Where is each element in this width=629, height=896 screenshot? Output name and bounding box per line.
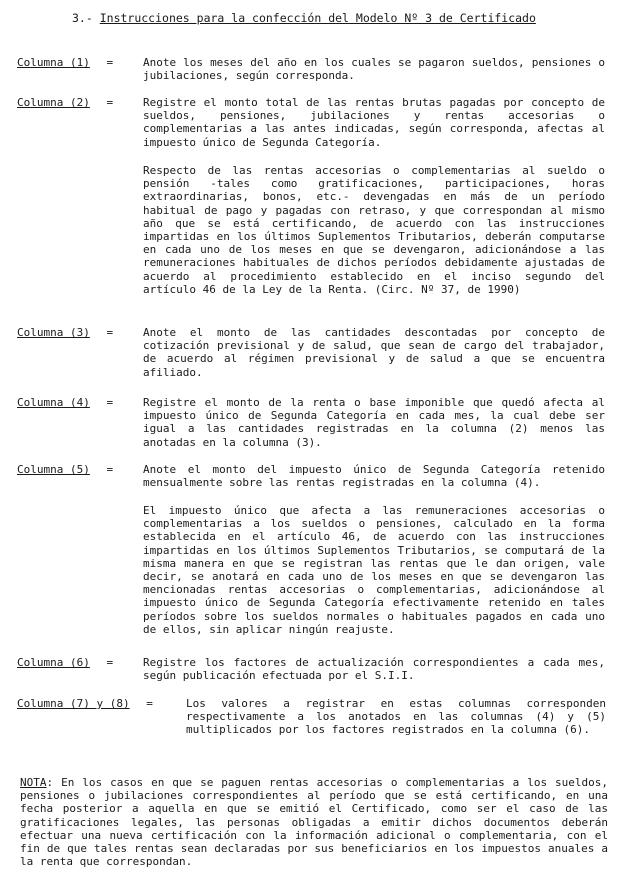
- column-6-label: Columna (6) =: [17, 656, 114, 669]
- column-4-text: Registre el monto de la renta o base imponible que quedó afecta al impuesto único de Segunda Categoría en cada mes, la cual debe ser igual a las cantidades registradas en la columna (2) menos las anotadas en la columna (3).: [143, 396, 605, 449]
- nota-paragraph: [20, 776, 608, 868]
- column-2-text-2: Respecto de las rentas accesorias o complementarias al sueldo o pensión -tales como gratificaciones, participaciones, horas extraordinarias, bonos, etc.- devengadas en más de un período habitual de pago y pagadas con retraso, y que correspondan al mismo año que se está certificando, de acuerdo con las instrucciones impartidas en los últimos Suplementos Tributarios, deberán computarse en cada uno de los meses en que se devengaron, adicionándose a las remuneraciones habituales de dichos períodos debidamente ajustadas de acuerdo al procedimiento establecido en el inciso segundo del artículo 46 de la Ley de la Renta. (Circ. Nº 37, de 1990): [143, 164, 605, 296]
- column-7-8-text: Los valores a registrar en estas columnas corresponden respectivamente a los anotados en las columnas (4) y (5) multiplicados por los factores registrados en la columna (6).: [186, 697, 606, 737]
- title-number: 3.-: [72, 11, 93, 25]
- nota-label: NOTA: [20, 776, 47, 789]
- column-4-label: Columna (4) =: [17, 396, 114, 409]
- column-2-text: Registre el monto total de las rentas brutas pagadas por concepto de sueldos, pensiones, jubilaciones y rentas accesorias o complementarias a las antes indicadas, según corresponda, afectas al impuesto único de Segunda Categoría.: [143, 96, 605, 149]
- column-3-text: Anote el monto de las cantidades descontadas por concepto de cotización previsional y de salud, que sean de cargo del trabajador, de acuerdo al régimen previsional y de salud a que se encuentra afiliado.: [143, 326, 605, 379]
- nota-colon: :: [46, 776, 54, 789]
- column-1-label: Columna (1) =: [17, 56, 114, 69]
- title-text: Instrucciones para la confección del Modelo Nº 3 de Certificado: [99, 11, 536, 25]
- document-title: [72, 12, 592, 25]
- column-5-text: Anote el monto del impuesto único de Segunda Categoría retenido mensualmente sobre las rentas registradas en la columna (4).: [143, 463, 605, 490]
- column-6-text: Registre los factores de actualización correspondientes a cada mes, según publicación efectuada por el S.I.I.: [143, 656, 605, 683]
- column-2-label: Columna (2) =: [17, 96, 114, 109]
- column-7-8-label: Columna (7) y (8) =: [17, 697, 153, 710]
- column-1-text: Anote los meses del año en los cuales se pagaron sueldos, pensiones o jubilaciones, según corresponda.: [143, 56, 605, 83]
- column-5-label: Columna (5) =: [17, 463, 114, 476]
- column-3-label: Columna (3) =: [17, 326, 114, 339]
- nota-text: En los casos en que se paguen rentas accesorias o complementarias a los sueldos, pensiones o jubilaciones correspondientes al período que se está certificando, en una fecha posterior a aquella en que se emitió el Certificado, como ser el caso de las gratificaciones legales, las personas obligadas a emitir dichos documentos deberán efectuar una nueva certificación con la información adicional o complementaria, con el fin de que tales rentas sean declaradas por sus beneficiarios en los impuestos anuales a la renta que correspondan.: [20, 776, 609, 869]
- column-5-text-2: El impuesto único que afecta a las remuneraciones accesorias o complementarias a los sueldos o pensiones, calculado en la forma establecida en el artículo 46, de acuerdo con las instrucciones impartidas en los últimos Suplementos Tributarios, se computará de la misma manera en que se registran las rentas que le dan origen, vale decir, se anotará en cada uno de los meses en que se devengaron las mencionadas rentas accesorias o complementarias, adicionándose al impuesto único de Segunda Categoría efectivamente retenido en tales períodos sobre los sueldos normales o habituales pagados en cada uno de ellos, sin aplicar ningún reajuste.: [143, 504, 605, 636]
